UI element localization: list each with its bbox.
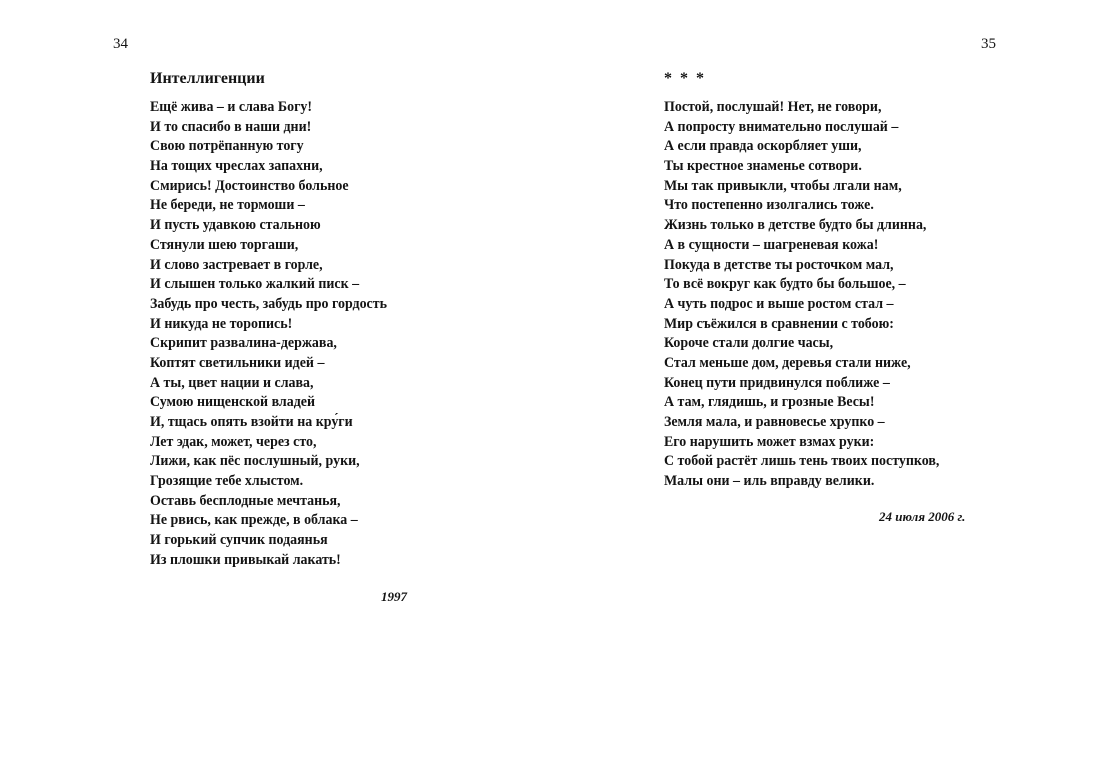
verse-line: И никуда не торопись! [150, 315, 293, 332]
verse-line: Свою потрёпанную тогу [150, 138, 304, 155]
verse-line: Оставь бесплодные мечтанья, [150, 492, 341, 509]
verse-line: Не береди, не тормоши – [150, 197, 305, 214]
verse-line: На тощих чреслах запахни, [150, 158, 323, 175]
verse-line: А там, глядишь, и грозные Весы! [664, 394, 875, 411]
verse-line: Лет эдак, может, через сто, [150, 433, 317, 450]
verse-line: Забудь про честь, забудь про гордость [150, 295, 387, 312]
page-number-right: 35 [981, 36, 996, 52]
poem-title: Интеллигенции [150, 70, 265, 87]
verse-line: Земля мала, и равновесье хрупко – [664, 414, 885, 430]
verse-line: Не рвись, как прежде, в облака – [150, 512, 358, 529]
verse-line: Сумою нищенской владей [150, 394, 316, 411]
verse-line: Постой, послушай! Нет, не говори, [664, 99, 882, 115]
verse-line: Конец пути придвинулся поближе – [664, 374, 890, 391]
verse-line: А ты, цвет нации и слава, [150, 374, 314, 391]
verse-line: Его нарушить может взмах руки: [664, 433, 875, 450]
verse-line: Жизнь только в детстве будто бы длинна, [664, 217, 927, 234]
verse-line: Мир съёжился в сравнении с тобою: [664, 315, 894, 332]
poem-stars-title: * * * [664, 70, 706, 87]
left-poem [150, 68, 450, 571]
verse-line: Малы они – иль вправду велики. [664, 473, 875, 490]
verse-line: Ещё жива – и слава Богу! [150, 99, 313, 115]
verse-line: То всё вокруг как будто бы большое, – [664, 276, 906, 293]
verse-line: С тобой растёт лишь тень твоих поступков, [664, 453, 940, 470]
poem-date-left: 1997 [381, 589, 407, 604]
page-number-left: 34 [113, 36, 128, 52]
verse-line: Ты крестное знаменье сотвори. [664, 158, 862, 175]
verse-left [150, 98, 450, 571]
verse-line: И то спасибо в наши дни! [150, 118, 312, 135]
verse-line: И, тщась опять взойти на кру́ги [150, 414, 353, 430]
verse-line: Стал меньше дом, деревья стали ниже, [664, 354, 911, 371]
verse-line: Коптят светильники идей – [150, 354, 325, 371]
verse-right [664, 98, 994, 492]
poem-date-right: 24 июля 2006 г. [879, 509, 966, 524]
verse-line: Из плошки привыкай лакать! [150, 551, 341, 568]
verse-line: Короче стали долгие часы, [664, 335, 834, 352]
verse-line: Скрипит развалина-держава, [150, 335, 337, 352]
right-poem [664, 68, 994, 492]
verse-line: Мы так привыкли, чтобы лгали нам, [664, 177, 902, 194]
verse-line: И пусть удавкою стальною [150, 217, 321, 234]
verse-line: И слышен только жалкий писк – [150, 276, 360, 293]
verse-line: Что постепенно изолгались тоже. [664, 197, 874, 214]
verse-line: И слово застревает в горле, [150, 256, 323, 273]
verse-line: А попросту внимательно послушай – [664, 118, 899, 135]
verse-line: А если правда оскорбляет уши, [664, 138, 862, 155]
verse-line: А чуть подрос и выше ростом стал – [664, 295, 894, 312]
verse-line: А в сущности – шагреневая кожа! [664, 236, 879, 253]
verse-line: Лижи, как пёс послушный, руки, [150, 453, 360, 470]
verse-line: И горький супчик подаянья [150, 532, 328, 549]
verse-line: Грозящие тебе хлыстом. [150, 473, 304, 490]
verse-line: Стянули шею торгаши, [150, 236, 299, 253]
verse-line: Смирись! Достоинство больное [150, 177, 349, 194]
verse-line: Покуда в детстве ты росточком мал, [664, 256, 894, 273]
